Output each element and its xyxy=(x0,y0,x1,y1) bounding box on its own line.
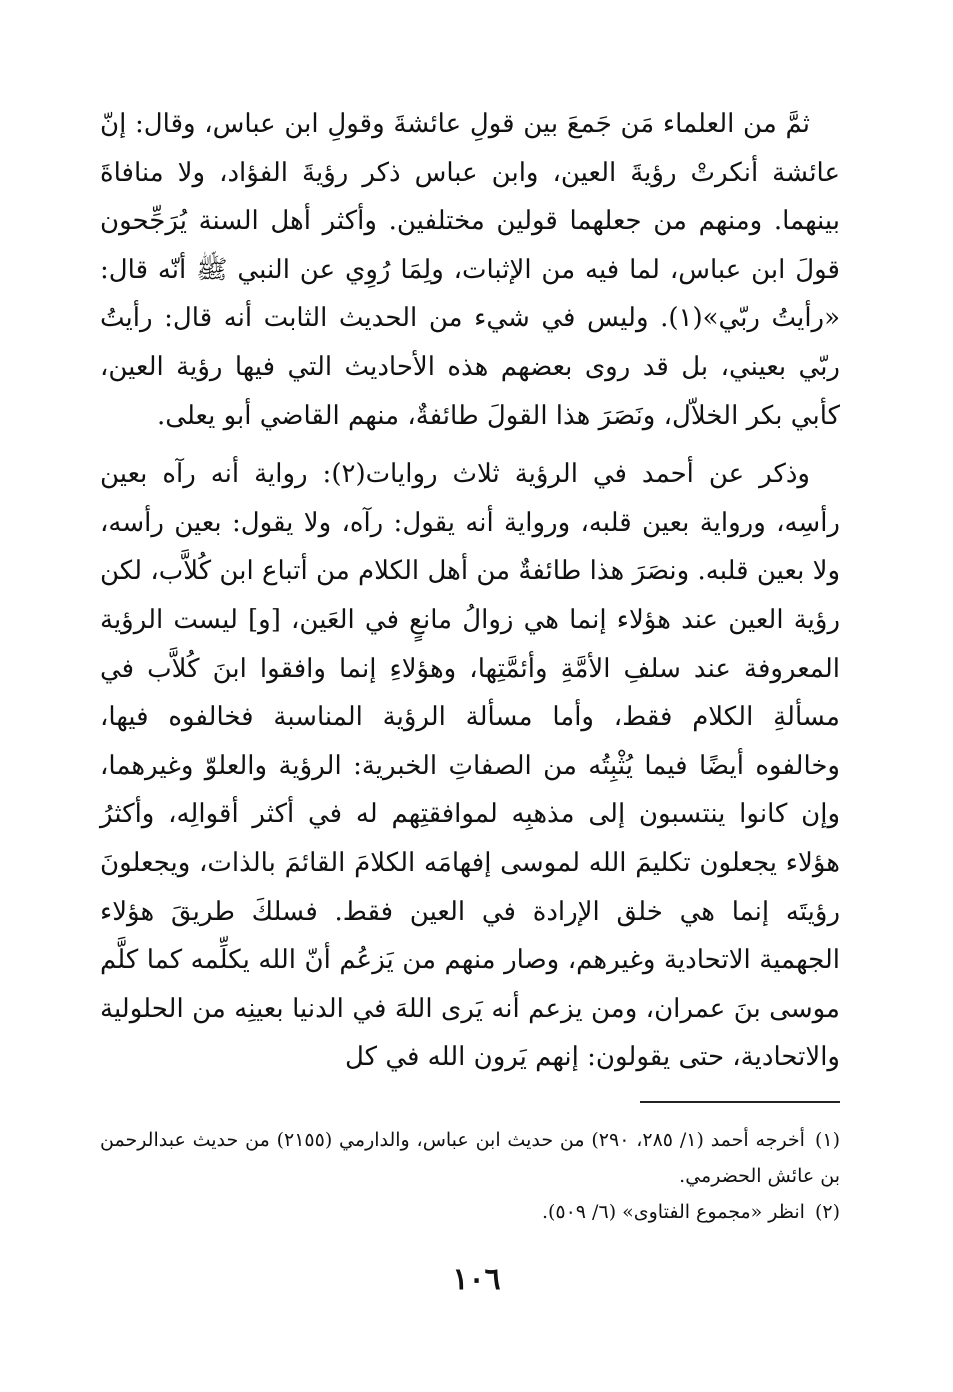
main-text xyxy=(100,100,840,1082)
paragraph-2: وذكر عن أحمد في الرؤية ثلاث روايات(٢): رواية أنه رآه بعين رأسِه، ورواية بعين قلبه، ورواية أنه يقول: رآه، ولا يقول: بعين رأسه، ولا بعين قلبه. ونصَرَ هذا طائفةٌ من أهل الكلام من أتباع ابن كُلاَّب، لكن رؤية العين عند هؤلاء إنما هي زوالُ مانعٍ في العَين، [و] ليست الرؤية المعروفة عند سلفِ الأمَّةِ وأئمَّتِها، وهؤلاءِ إنما وافقوا ابنَ كُلاَّب في مسألةِ الكلام فقط، وأما مسألة الرؤية المناسبة فخالفوه فيها، وخالفوه أيضًا فيما يُثْبِتُه من الصفاتِ الخبرية: الرؤية والعلوّ وغيرهما، وإن كانوا ينتسبون إلى مذهبِه لموافقتِهم له في أكثر أقوالِه، وأكثرُ هؤلاء يجعلون تكليمَ الله لموسى إفهامَه الكلامَ القائمَ بالذات، ويجعلونَ رؤيتَه إنما هي خلق الإرادة في العين فقط. فسلكَ طريقَ هؤلاء الجهمية الاتحادية وغيرهم، وصار منهم من يَزعُم أنّ الله يكلِّمه كما كلَّم موسى بنَ عمران، ومن يزعم أنه يَرى اللهَ في الدنيا بعينِه من الحلولية والاتحادية، حتى يقولون: إنهم يَرون الله في كل xyxy=(100,459,840,1073)
footnote-1 xyxy=(100,1122,840,1194)
footnotes xyxy=(100,1122,840,1230)
paragraph-1: ثمَّ من العلماء مَن جَمعَ بين قولِ عائشةَ وقولِ ابن عباس، وقال: إنّ عائشة أنكرتْ رؤيةَ العين، وابن عباس ذكر رؤيةَ الفؤاد، ولا منافاةَ بينهما. ومنهم من جعلهما قولين مختلفين. وأكثر أهل السنة يُرَجِّحون قولَ ابن عباس، لما فيه من الإثبات، ولِمَا رُوِي عن النبي ﷺ أنّه قال: «رأيتُ ربّي»(١). وليس في شيء من الحديث الثابت أنه قال: رأيتُ ربّي بعيني، بل قد روى بعضهم هذه الأحاديث التي فيها رؤية العين، كأبي بكر الخلاّل، ونَصَرَ هذا القولَ طائفةٌ، منهم القاضي أبو يعلى. xyxy=(100,109,841,431)
footnote-number: (١) xyxy=(814,1129,841,1151)
footnote-text: انظر «مجموع الفتاوى» (٦/ ٥٠٩). xyxy=(541,1201,805,1223)
footnote-2 xyxy=(100,1194,840,1230)
page-number: ١٠٦ xyxy=(452,1262,501,1297)
footnote-separator xyxy=(640,1101,840,1103)
footnote-number: (٢) xyxy=(814,1201,840,1223)
footnote-text: أخرجه أحمد (١/ ٢٨٥، ٢٩٠) من حديث ابن عباس، والدارمي (٢١٥٥) من حديث عبدالرحمن بن عائش الحضرمي. xyxy=(100,1129,840,1187)
